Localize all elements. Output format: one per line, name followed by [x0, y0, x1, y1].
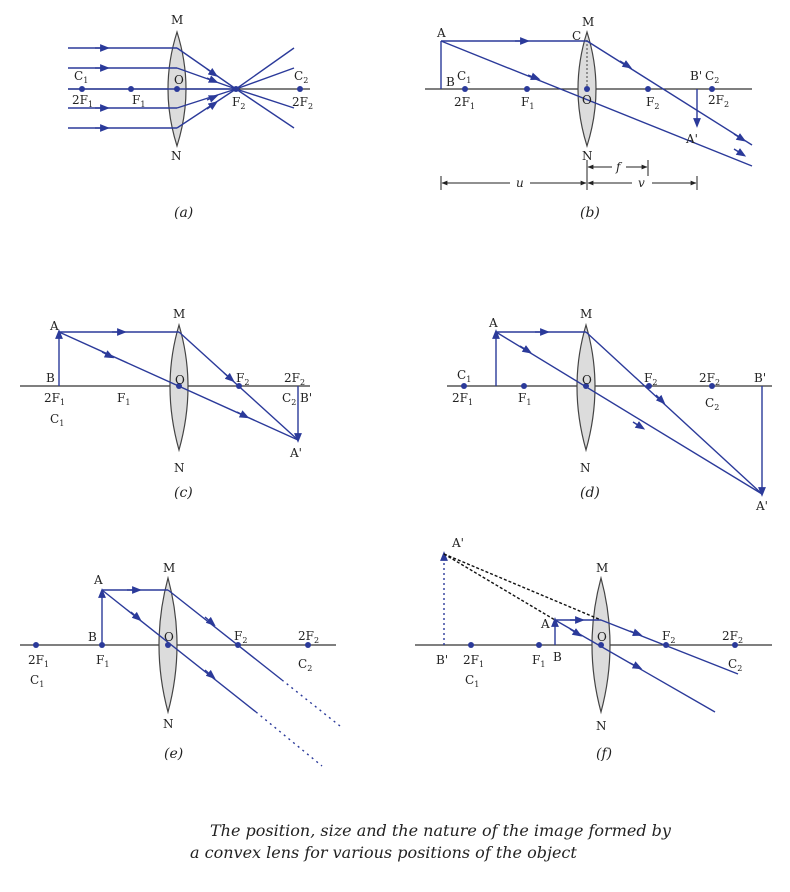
svg-text:A: A [437, 26, 446, 40]
label-o: O [174, 73, 184, 87]
svg-text:F1: $F_1$ [521, 95, 535, 111]
svg-text:C2: $C_2$ [298, 657, 313, 673]
svg-text:2F2: $2F_2$ [298, 629, 320, 645]
svg-text:C1: $C_1$ [30, 673, 45, 689]
svg-text:M: M [173, 307, 186, 321]
svg-text:(f): (f) [596, 746, 613, 762]
diagram-a [68, 13, 313, 221]
svg-text:F2: $F_2$ [236, 371, 250, 387]
label-m: M [171, 13, 184, 27]
svg-text:C1: $C_1$ [457, 368, 472, 384]
svg-text:(e): (e) [164, 746, 184, 762]
point-2f1 [79, 86, 85, 92]
label-f1: $F_1$ [132, 93, 146, 109]
caption-line-1: The position, size and the nature of the image formed by [210, 821, 671, 840]
svg-text:B: B [46, 371, 55, 385]
svg-text:2F2: $2F_2$ [284, 371, 306, 387]
svg-text:B': B' [690, 69, 703, 83]
svg-text:C2: $C_2$ [705, 396, 720, 412]
label-f2: $F_2$ [232, 95, 246, 111]
label-2f2: $2F_2$ [292, 95, 314, 111]
svg-text:2F1: $2F_1$ [28, 653, 50, 669]
label-c2: $C_2$ [294, 69, 309, 85]
svg-text:F1: $F_1$ [96, 653, 110, 669]
svg-text:O: O [175, 373, 185, 387]
svg-text:M: M [582, 15, 595, 29]
point-f1 [128, 86, 134, 92]
svg-text:O: O [582, 93, 592, 107]
svg-text:M: M [580, 307, 593, 321]
svg-text:v: v [638, 176, 645, 190]
diagram-d [447, 307, 772, 513]
svg-text:2F1: $2F_1$ [452, 391, 474, 407]
svg-text:A': A' [452, 536, 464, 550]
svg-text:B: B [88, 630, 97, 644]
point-f2 [233, 86, 239, 92]
caption-a: (a) [174, 205, 194, 221]
svg-text:A': A' [686, 132, 698, 146]
svg-text:A: A [489, 316, 498, 330]
svg-text:F2: $F_2$ [644, 371, 658, 387]
caption-line-2: a convex lens for various positions of the object [190, 843, 577, 862]
svg-text:B': B' [436, 653, 449, 667]
svg-text:F1: $F_1$ [532, 653, 546, 669]
svg-text:N: N [580, 461, 591, 475]
svg-text:A: A [541, 617, 550, 631]
svg-text:2F1: $2F_1$ [463, 653, 485, 669]
figure-caption [190, 820, 730, 864]
svg-text:(c): (c) [174, 485, 193, 501]
diagram-e [20, 561, 340, 766]
diagram-b [425, 15, 752, 221]
svg-text:F2: $F_2$ [646, 95, 660, 111]
label-c1: $C_1$ [74, 69, 89, 85]
svg-text:B': B' [300, 391, 313, 405]
svg-text:2F1: $2F_1$ [44, 391, 66, 407]
svg-text:N: N [582, 149, 593, 163]
svg-text:C2: $C_2$ [282, 391, 297, 407]
svg-text:C1: $C_1$ [457, 69, 472, 85]
svg-text:C1: $C_1$ [465, 673, 480, 689]
svg-text:N: N [174, 461, 185, 475]
svg-text:F1: $F_1$ [117, 391, 131, 407]
svg-text:M: M [596, 561, 609, 575]
svg-text:A: A [50, 319, 59, 333]
svg-text:O: O [164, 630, 174, 644]
svg-text:A: A [94, 573, 103, 587]
svg-text:(b): (b) [580, 205, 600, 221]
svg-text:A': A' [756, 499, 768, 513]
svg-text:2F2: $2F_2$ [708, 93, 730, 109]
svg-text:C2: $C_2$ [705, 69, 720, 85]
svg-text:(d): (d) [580, 485, 600, 501]
svg-text:N: N [596, 719, 607, 733]
svg-text:M: M [163, 561, 176, 575]
svg-text:C2: $C_2$ [728, 657, 743, 673]
label-n: N [171, 149, 182, 163]
svg-text:f: f [616, 160, 621, 174]
diagram-f [415, 536, 772, 762]
svg-text:F2: $F_2$ [234, 629, 248, 645]
svg-text:2F2: $2F_2$ [722, 629, 744, 645]
svg-text:F2: $F_2$ [662, 629, 676, 645]
label-2f1: $2F_1$ [72, 93, 94, 109]
svg-text:2F1: $2F_1$ [454, 95, 476, 111]
svg-text:B: B [446, 75, 455, 89]
svg-text:N: N [163, 717, 174, 731]
svg-text:O: O [597, 630, 607, 644]
point-2f2 [297, 86, 303, 92]
svg-text:O: O [582, 373, 592, 387]
svg-text:A': A' [290, 446, 302, 460]
svg-text:C: C [572, 29, 582, 43]
svg-text:B': B' [754, 371, 767, 385]
svg-text:B: B [553, 650, 562, 664]
diagram-c [20, 307, 312, 501]
svg-text:C1: $C_1$ [50, 412, 65, 428]
svg-text:2F2: $2F_2$ [699, 371, 721, 387]
svg-text:F1: $F_1$ [518, 391, 532, 407]
svg-text:u: u [516, 176, 524, 190]
